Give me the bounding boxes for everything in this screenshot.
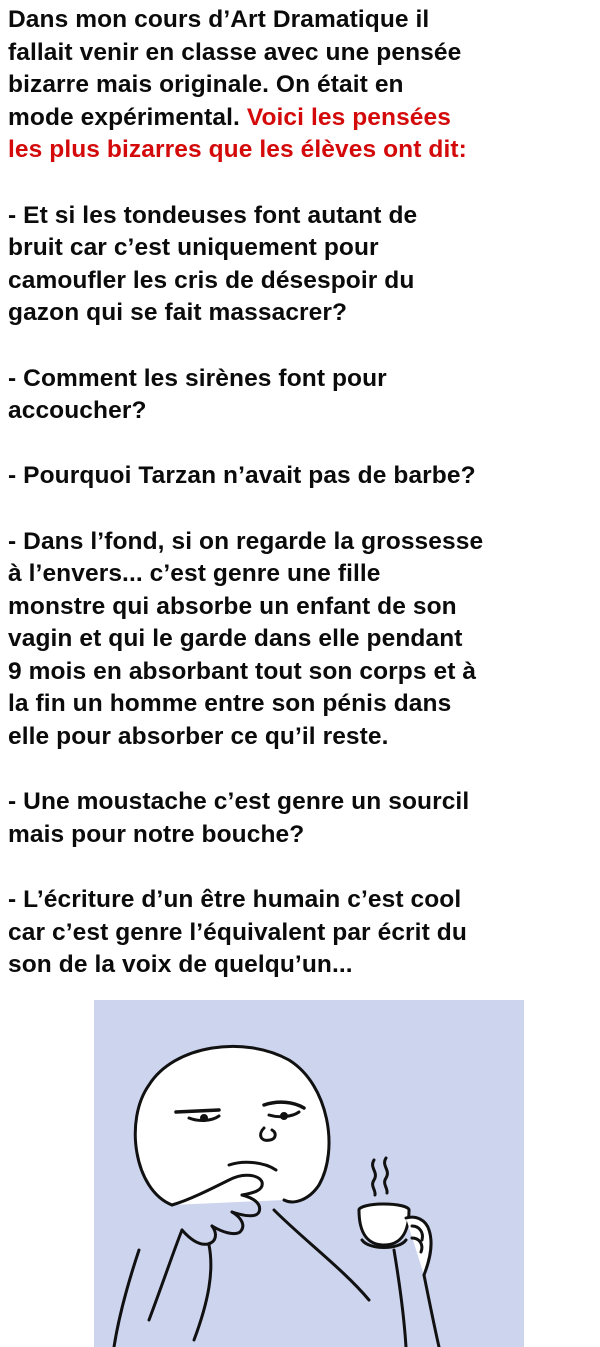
- thought-line: - Une moustache c’est genre un sourcil: [8, 788, 470, 816]
- intro-line: bizarre mais originale. On était en: [8, 71, 404, 99]
- thought-line: vagin et qui le garde dans elle pendant: [8, 625, 463, 653]
- spacer: [8, 754, 598, 787]
- spacer: [8, 428, 598, 461]
- spacer: [8, 851, 598, 884]
- spacer: [8, 330, 598, 363]
- article-text: [8, 4, 598, 982]
- thought-line: mais pour notre bouche?: [8, 820, 305, 848]
- intro-highlight: Voici les pensées: [246, 103, 451, 131]
- thought-line: 9 mois en absorbant tout son corps et à: [8, 657, 477, 685]
- thought-line: - Dans l’fond, si on regarde la grossesse: [8, 527, 484, 555]
- thinking-tea-rage-face-icon: [94, 1000, 524, 1347]
- intro-highlight: les plus bizarres que les élèves ont dit:: [8, 136, 467, 164]
- thought-line: - Pourquoi Tarzan n’avait pas de barbe?: [8, 462, 476, 490]
- intro-line: fallait venir en classe avec une pensée: [8, 38, 462, 66]
- spacer: [8, 167, 598, 200]
- thought-line: elle pour absorber ce qu’il reste.: [8, 723, 389, 751]
- thought-line: accoucher?: [8, 397, 147, 425]
- spacer: [8, 493, 598, 526]
- thought-line: camoufler les cris de désespoir du: [8, 266, 415, 294]
- intro-text: mode expérimental.: [8, 103, 247, 131]
- thought-line: - Et si les tondeuses font autant de: [8, 201, 418, 229]
- thought-line: son de la voix de quelqu’un...: [8, 951, 353, 979]
- thought-line: gazon qui se fait massacrer?: [8, 299, 348, 327]
- thought-line: monstre qui absorbe un enfant de son: [8, 592, 457, 620]
- thought-line: la fin un homme entre son pénis dans: [8, 690, 452, 718]
- thought-line: - Comment les sirènes font pour: [8, 364, 387, 392]
- intro-line: Dans mon cours d’Art Dramatique il: [8, 6, 430, 33]
- thought-line: - L’écriture d’un être humain c’est cool: [8, 886, 462, 914]
- intro-line: [8, 102, 598, 135]
- thinking-tea-meme-image: [94, 1000, 524, 1347]
- thought-line: à l’envers... c’est genre une fille: [8, 560, 381, 588]
- thought-line: bruit car c’est uniquement pour: [8, 234, 379, 262]
- thought-line: car c’est genre l’équivalent par écrit du: [8, 918, 467, 946]
